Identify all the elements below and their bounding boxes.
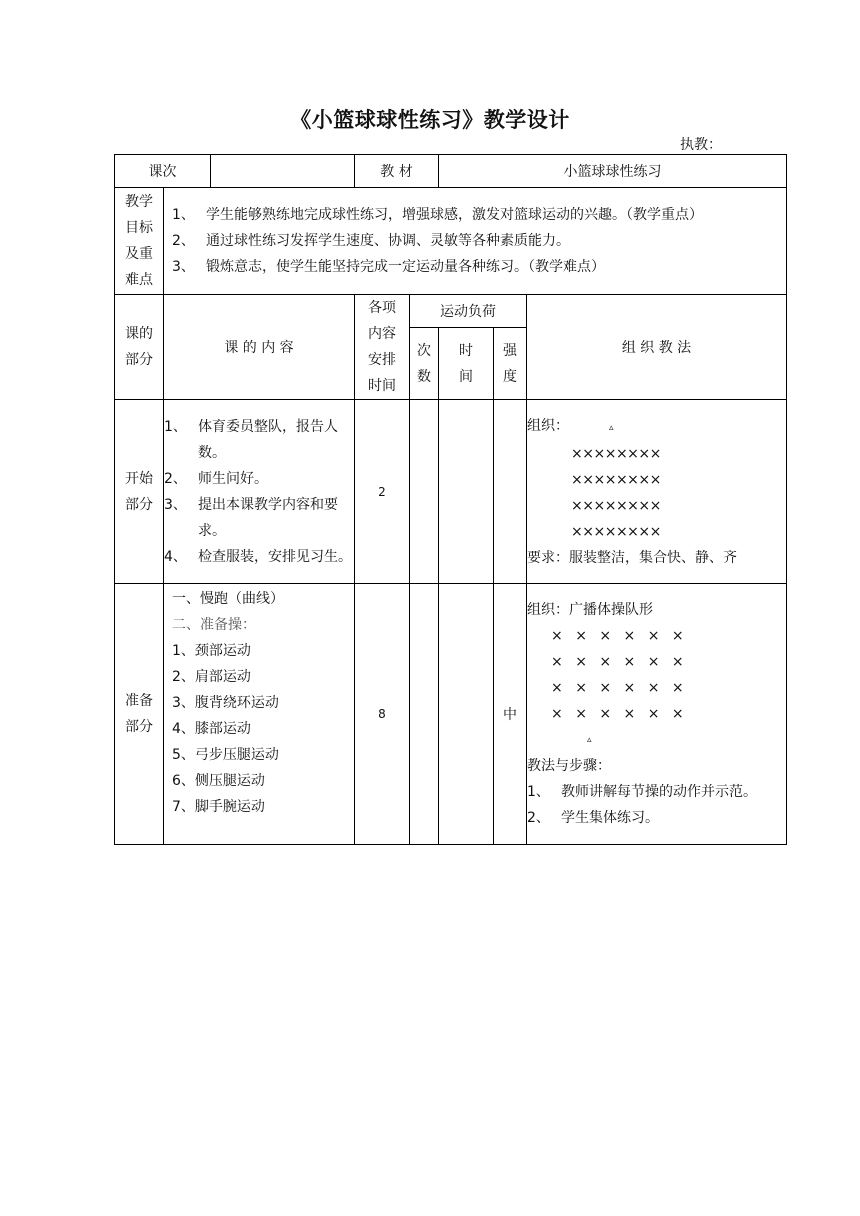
- lesson-value: [211, 155, 355, 188]
- duration-header: 时 间: [439, 328, 494, 400]
- material-value: 小篮球球性练习: [439, 155, 787, 188]
- list-item: 4、 检查服装，安排见习生。: [164, 548, 352, 565]
- list-item: 1、 体育委员整队，报告人数。: [164, 418, 338, 461]
- objective-item: 3、 锻炼意志，使学生能坚持完成一定运动量各种练习。（教学难点）: [172, 259, 605, 275]
- row-prep-part: [115, 584, 787, 845]
- list-item: 一、慢跑（曲线）: [172, 591, 284, 607]
- formation-row: × × × × × ×: [551, 628, 688, 644]
- org-label: 组织：: [527, 417, 570, 434]
- objectives-label-line: 教学: [125, 194, 153, 210]
- lesson-plan-table: [114, 154, 787, 845]
- objectives-label-line: 目标: [125, 220, 153, 236]
- list-item: 3、 提出本课教学内容和要求。: [164, 496, 338, 539]
- objectives-content: [164, 188, 787, 295]
- formation-row: × × × × × ×: [551, 680, 688, 696]
- row-objectives: [115, 188, 787, 295]
- step-item: 1、 教师讲解每节操的动作并示范。: [527, 784, 758, 800]
- intensity-header: 强 度: [494, 328, 527, 400]
- formation-row: ××××××××: [571, 471, 661, 488]
- objectives-label: [115, 188, 164, 295]
- lesson-label: 课次: [115, 155, 211, 188]
- prep-duration-value: [439, 584, 494, 845]
- start-intensity-value: [494, 400, 527, 584]
- formation-row: ××××××××: [571, 445, 661, 462]
- start-content: [164, 400, 355, 584]
- objective-item: 2、 通过球性练习发挥学生速度、协调、灵敏等各种素质能力。: [172, 233, 570, 249]
- teacher-label: 执教：: [680, 137, 722, 153]
- prep-method: [527, 584, 787, 845]
- objectives-label-line: 难点: [125, 272, 153, 288]
- part-header: 课的 部分: [115, 295, 164, 400]
- start-part-label: 开始 部分: [115, 400, 164, 584]
- count-header: 次 数: [410, 328, 439, 400]
- row-start-part: [115, 400, 787, 584]
- content-header: 课 的 内 容: [164, 295, 355, 400]
- start-time-value: 2: [355, 400, 410, 584]
- list-item: 6、侧压腿运动: [172, 773, 265, 789]
- method-header: 组 织 教 法: [527, 295, 787, 400]
- start-count-value: [410, 400, 439, 584]
- formation-row: ××××××××: [571, 523, 661, 540]
- start-method: [527, 400, 787, 584]
- list-item: 二、准备操：: [172, 617, 256, 633]
- formation-row: ××××××××: [571, 497, 661, 514]
- steps-label: 教法与步骤：: [527, 758, 612, 774]
- material-label: 教 材: [355, 155, 439, 188]
- row-header-top: [115, 295, 787, 328]
- list-item: 5、弓步压腿运动: [172, 747, 279, 763]
- org-label: 组织：广播体操队形: [527, 602, 654, 618]
- list-item: 2、 师生问好。: [164, 470, 268, 487]
- list-item: 4、膝部运动: [172, 721, 251, 737]
- objectives-label-line: 及重: [125, 246, 153, 262]
- teacher-triangle-icon: ▵: [609, 422, 614, 433]
- teacher-triangle-icon: ▵: [587, 735, 592, 745]
- row-lesson-info: [115, 155, 787, 188]
- prep-content: [164, 584, 355, 845]
- formation-row: × × × × × ×: [551, 654, 688, 670]
- list-item: 3、腹背绕环运动: [172, 695, 279, 711]
- formation-row: × × × × × ×: [551, 706, 688, 722]
- objective-item: 1、 学生能够熟练地完成球性练习，增强球感，激发对篮球运动的兴趣。（教学重点）: [172, 207, 703, 223]
- prep-part-label: 准备 部分: [115, 584, 164, 845]
- requirement-text: 要求：服装整洁，集合快、静、齐: [527, 549, 738, 566]
- prep-intensity-value: 中: [494, 584, 527, 845]
- arrange-time-header: 各项 内容 安排 时间: [355, 295, 410, 400]
- list-item: 2、肩部运动: [172, 669, 251, 685]
- document-title: 《小篮球球性练习》教学设计: [290, 108, 570, 132]
- start-duration-value: [439, 400, 494, 584]
- list-item: 1、颈部运动: [172, 643, 251, 659]
- load-header: 运动负荷: [410, 295, 527, 328]
- step-item: 2、 学生集体练习。: [527, 810, 660, 826]
- list-item: 7、脚手腕运动: [172, 799, 265, 815]
- prep-time-value: 8: [355, 584, 410, 845]
- prep-count-value: [410, 584, 439, 845]
